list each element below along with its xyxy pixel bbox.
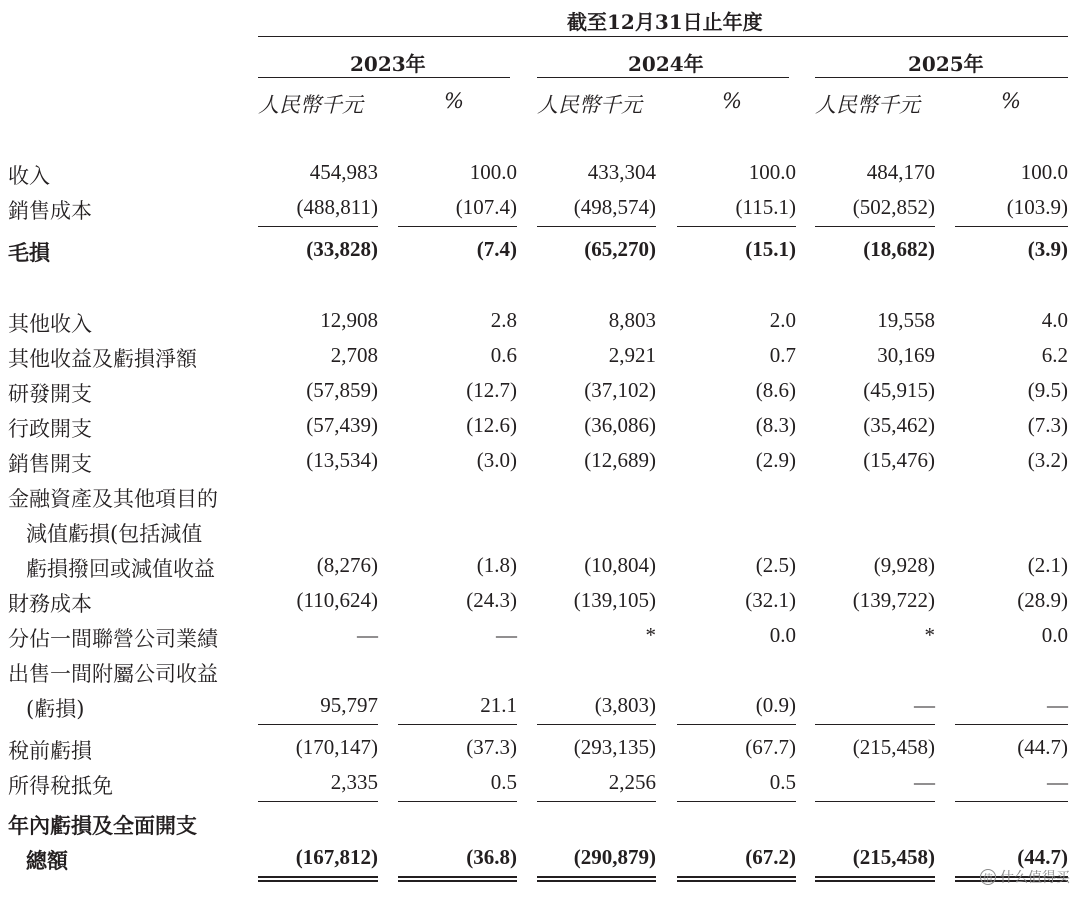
cell-value: 2,708: [330, 343, 378, 367]
cell-value: (65,270): [584, 237, 656, 261]
cell-value: (2.1): [1027, 553, 1068, 577]
row-label: 行政開支: [8, 417, 92, 441]
cell-value: (12.6): [466, 413, 517, 437]
cell-value: (13,534): [306, 448, 378, 472]
subtotal-rule: [677, 226, 796, 227]
row-label: 金融資產及其他項目的: [8, 487, 218, 511]
subtotal-rule: [398, 801, 517, 802]
cell-value: (12.7): [466, 378, 517, 402]
cell-value: (3.0): [476, 448, 517, 472]
cell-value: 484,170: [866, 160, 935, 184]
row-label: 所得稅抵免: [8, 774, 113, 798]
cell-value: (115.1): [735, 195, 796, 219]
year-2025-heading: 2025年: [908, 52, 984, 76]
row-label: 稅前虧損: [8, 739, 92, 763]
watermark: [980, 867, 1070, 887]
row-label: 分佔一間聯營公司業績: [8, 627, 218, 651]
cell-value: 2,256: [608, 770, 656, 794]
subtotal-rule: [537, 801, 656, 802]
subtotal-rule: [955, 724, 1068, 725]
cell-value: (0.9): [755, 693, 796, 717]
subtotal-rule: [955, 801, 1068, 802]
cell-value: 4.0: [1041, 308, 1068, 332]
cell-value: 433,304: [587, 160, 656, 184]
cell-value: 454,983: [309, 160, 378, 184]
subtotal-rule: [258, 724, 378, 725]
cell-value: (32.1): [745, 588, 796, 612]
cell-value: 100.0: [748, 160, 796, 184]
subtotal-rule: [815, 724, 935, 725]
cell-value: —: [496, 623, 517, 647]
cell-value: (103.9): [1006, 195, 1068, 219]
cell-value: *: [645, 623, 656, 647]
cell-value: (10,804): [584, 553, 656, 577]
cell-value: (107.4): [455, 195, 517, 219]
cell-value: 95,797: [320, 693, 378, 717]
cell-value: (1.8): [476, 553, 517, 577]
unit-currency-2023: 人民幣千元: [258, 93, 363, 117]
cell-value: (36.8): [466, 845, 517, 869]
cell-value: (36,086): [584, 413, 656, 437]
cell-value: —: [914, 693, 935, 717]
cell-value: (3,803): [594, 693, 656, 717]
row-label: 收入: [8, 164, 50, 188]
cell-value: (28.9): [1017, 588, 1068, 612]
row-label: 出售一間附屬公司收益: [8, 662, 218, 686]
cell-value: (2.5): [755, 553, 796, 577]
cell-value: *: [924, 623, 935, 647]
year-2024-heading: 2024年: [628, 52, 704, 76]
cell-value: (37.3): [466, 735, 517, 759]
cell-value: (18,682): [863, 237, 935, 261]
cell-value: (35,462): [863, 413, 935, 437]
cell-value: 12,908: [320, 308, 378, 332]
subtotal-rule: [258, 801, 378, 802]
cell-value: (139,722): [852, 588, 935, 612]
zhi-icon: 值: [980, 869, 996, 885]
cell-value: (57,439): [306, 413, 378, 437]
cell-value: (44.7): [1017, 735, 1068, 759]
cell-value: (139,105): [573, 588, 656, 612]
double-underline: [258, 876, 378, 882]
subtotal-rule: [815, 226, 935, 227]
unit-currency-2024: 人民幣千元: [537, 93, 642, 117]
cell-value: (67.7): [745, 735, 796, 759]
cell-value: (33,828): [306, 237, 378, 261]
cell-value: 2,335: [330, 770, 378, 794]
cell-value: 0.7: [769, 343, 796, 367]
subtotal-rule: [955, 226, 1068, 227]
subtotal-rule: [398, 724, 517, 725]
subtotal-rule: [677, 801, 796, 802]
row-label: 減值虧損(包括減值: [26, 522, 203, 546]
cell-value: (15.1): [745, 237, 796, 261]
cell-value: (67.2): [745, 845, 796, 869]
cell-value: (24.3): [466, 588, 517, 612]
cell-value: (215,458): [852, 845, 935, 869]
row-label: (虧損): [26, 697, 85, 721]
subtotal-rule: [815, 801, 935, 802]
cell-value: (9.5): [1027, 378, 1068, 402]
cell-value: (57,859): [306, 378, 378, 402]
cell-value: 0.6: [490, 343, 517, 367]
row-label: 銷售成本: [8, 199, 92, 223]
cell-value: (8.3): [755, 413, 796, 437]
cell-value: —: [1047, 770, 1068, 794]
cell-value: (2.9): [755, 448, 796, 472]
cell-value: (3.2): [1027, 448, 1068, 472]
row-label: 銷售開支: [8, 452, 92, 476]
cell-value: (7.4): [476, 237, 517, 261]
double-underline: [815, 876, 935, 882]
cell-value: (110,624): [296, 588, 378, 612]
cell-value: (45,915): [863, 378, 935, 402]
cell-value: (488,811): [296, 195, 378, 219]
cell-value: (502,852): [852, 195, 935, 219]
cell-value: (9,928): [873, 553, 935, 577]
cell-value: 2.8: [490, 308, 517, 332]
year-2025-rule: [815, 77, 1068, 78]
double-underline: [677, 876, 796, 882]
row-label: 其他收益及虧損淨額: [8, 347, 197, 371]
period-heading: 截至12月31日止年度: [567, 10, 763, 34]
unit-percent-2025: %: [1001, 89, 1021, 113]
subtotal-rule: [398, 226, 517, 227]
cell-value: 100.0: [1020, 160, 1068, 184]
row-label: 虧損撥回或減值收益: [26, 557, 215, 581]
cell-value: (8,276): [316, 553, 378, 577]
row-label: 毛損: [8, 240, 50, 265]
cell-value: (37,102): [584, 378, 656, 402]
double-underline: [398, 876, 517, 882]
cell-value: 6.2: [1041, 343, 1068, 367]
cell-value: (7.3): [1027, 413, 1068, 437]
cell-value: (215,458): [852, 735, 935, 759]
row-label: 研發開支: [8, 382, 92, 406]
subtotal-rule: [537, 226, 656, 227]
cell-value: 100.0: [469, 160, 517, 184]
year-2024-rule: [537, 77, 789, 78]
cell-value: —: [914, 770, 935, 794]
row-label: 財務成本: [8, 592, 92, 616]
cell-value: (293,135): [573, 735, 656, 759]
cell-value: (8.6): [755, 378, 796, 402]
cell-value: 0.0: [1041, 623, 1068, 647]
subtotal-rule: [677, 724, 796, 725]
cell-value: 30,169: [877, 343, 935, 367]
cell-value: 2,921: [608, 343, 656, 367]
subtotal-rule: [537, 724, 656, 725]
year-2023-heading: 2023年: [350, 52, 426, 76]
cell-value: 2.0: [769, 308, 796, 332]
unit-currency-2025: 人民幣千元: [815, 93, 920, 117]
cell-value: 0.5: [769, 770, 796, 794]
cell-value: (15,476): [863, 448, 935, 472]
cell-value: (170,147): [295, 735, 378, 759]
row-label: 其他收入: [8, 312, 92, 336]
unit-percent-2023: %: [444, 89, 464, 113]
cell-value: —: [357, 623, 378, 647]
cell-value: (12,689): [584, 448, 656, 472]
header-rule: [258, 36, 1068, 37]
cell-value: 8,803: [608, 308, 656, 332]
cell-value: (3.9): [1027, 237, 1068, 261]
row-label: 總額: [26, 848, 68, 873]
year-2023-rule: [258, 77, 510, 78]
cell-value: (498,574): [573, 195, 656, 219]
cell-value: (44.7): [1017, 845, 1068, 869]
unit-percent-2024: %: [722, 89, 742, 113]
cell-value: 0.5: [490, 770, 517, 794]
cell-value: 21.1: [480, 693, 517, 717]
cell-value: (290,879): [573, 845, 656, 869]
row-label: 年內虧損及全面開支: [8, 813, 197, 838]
subtotal-rule: [258, 226, 378, 227]
cell-value: 19,558: [877, 308, 935, 332]
cell-value: (167,812): [295, 845, 378, 869]
cell-value: 0.0: [769, 623, 796, 647]
cell-value: —: [1047, 693, 1068, 717]
double-underline: [537, 876, 656, 882]
watermark-text: 什么值得买: [1000, 870, 1070, 886]
